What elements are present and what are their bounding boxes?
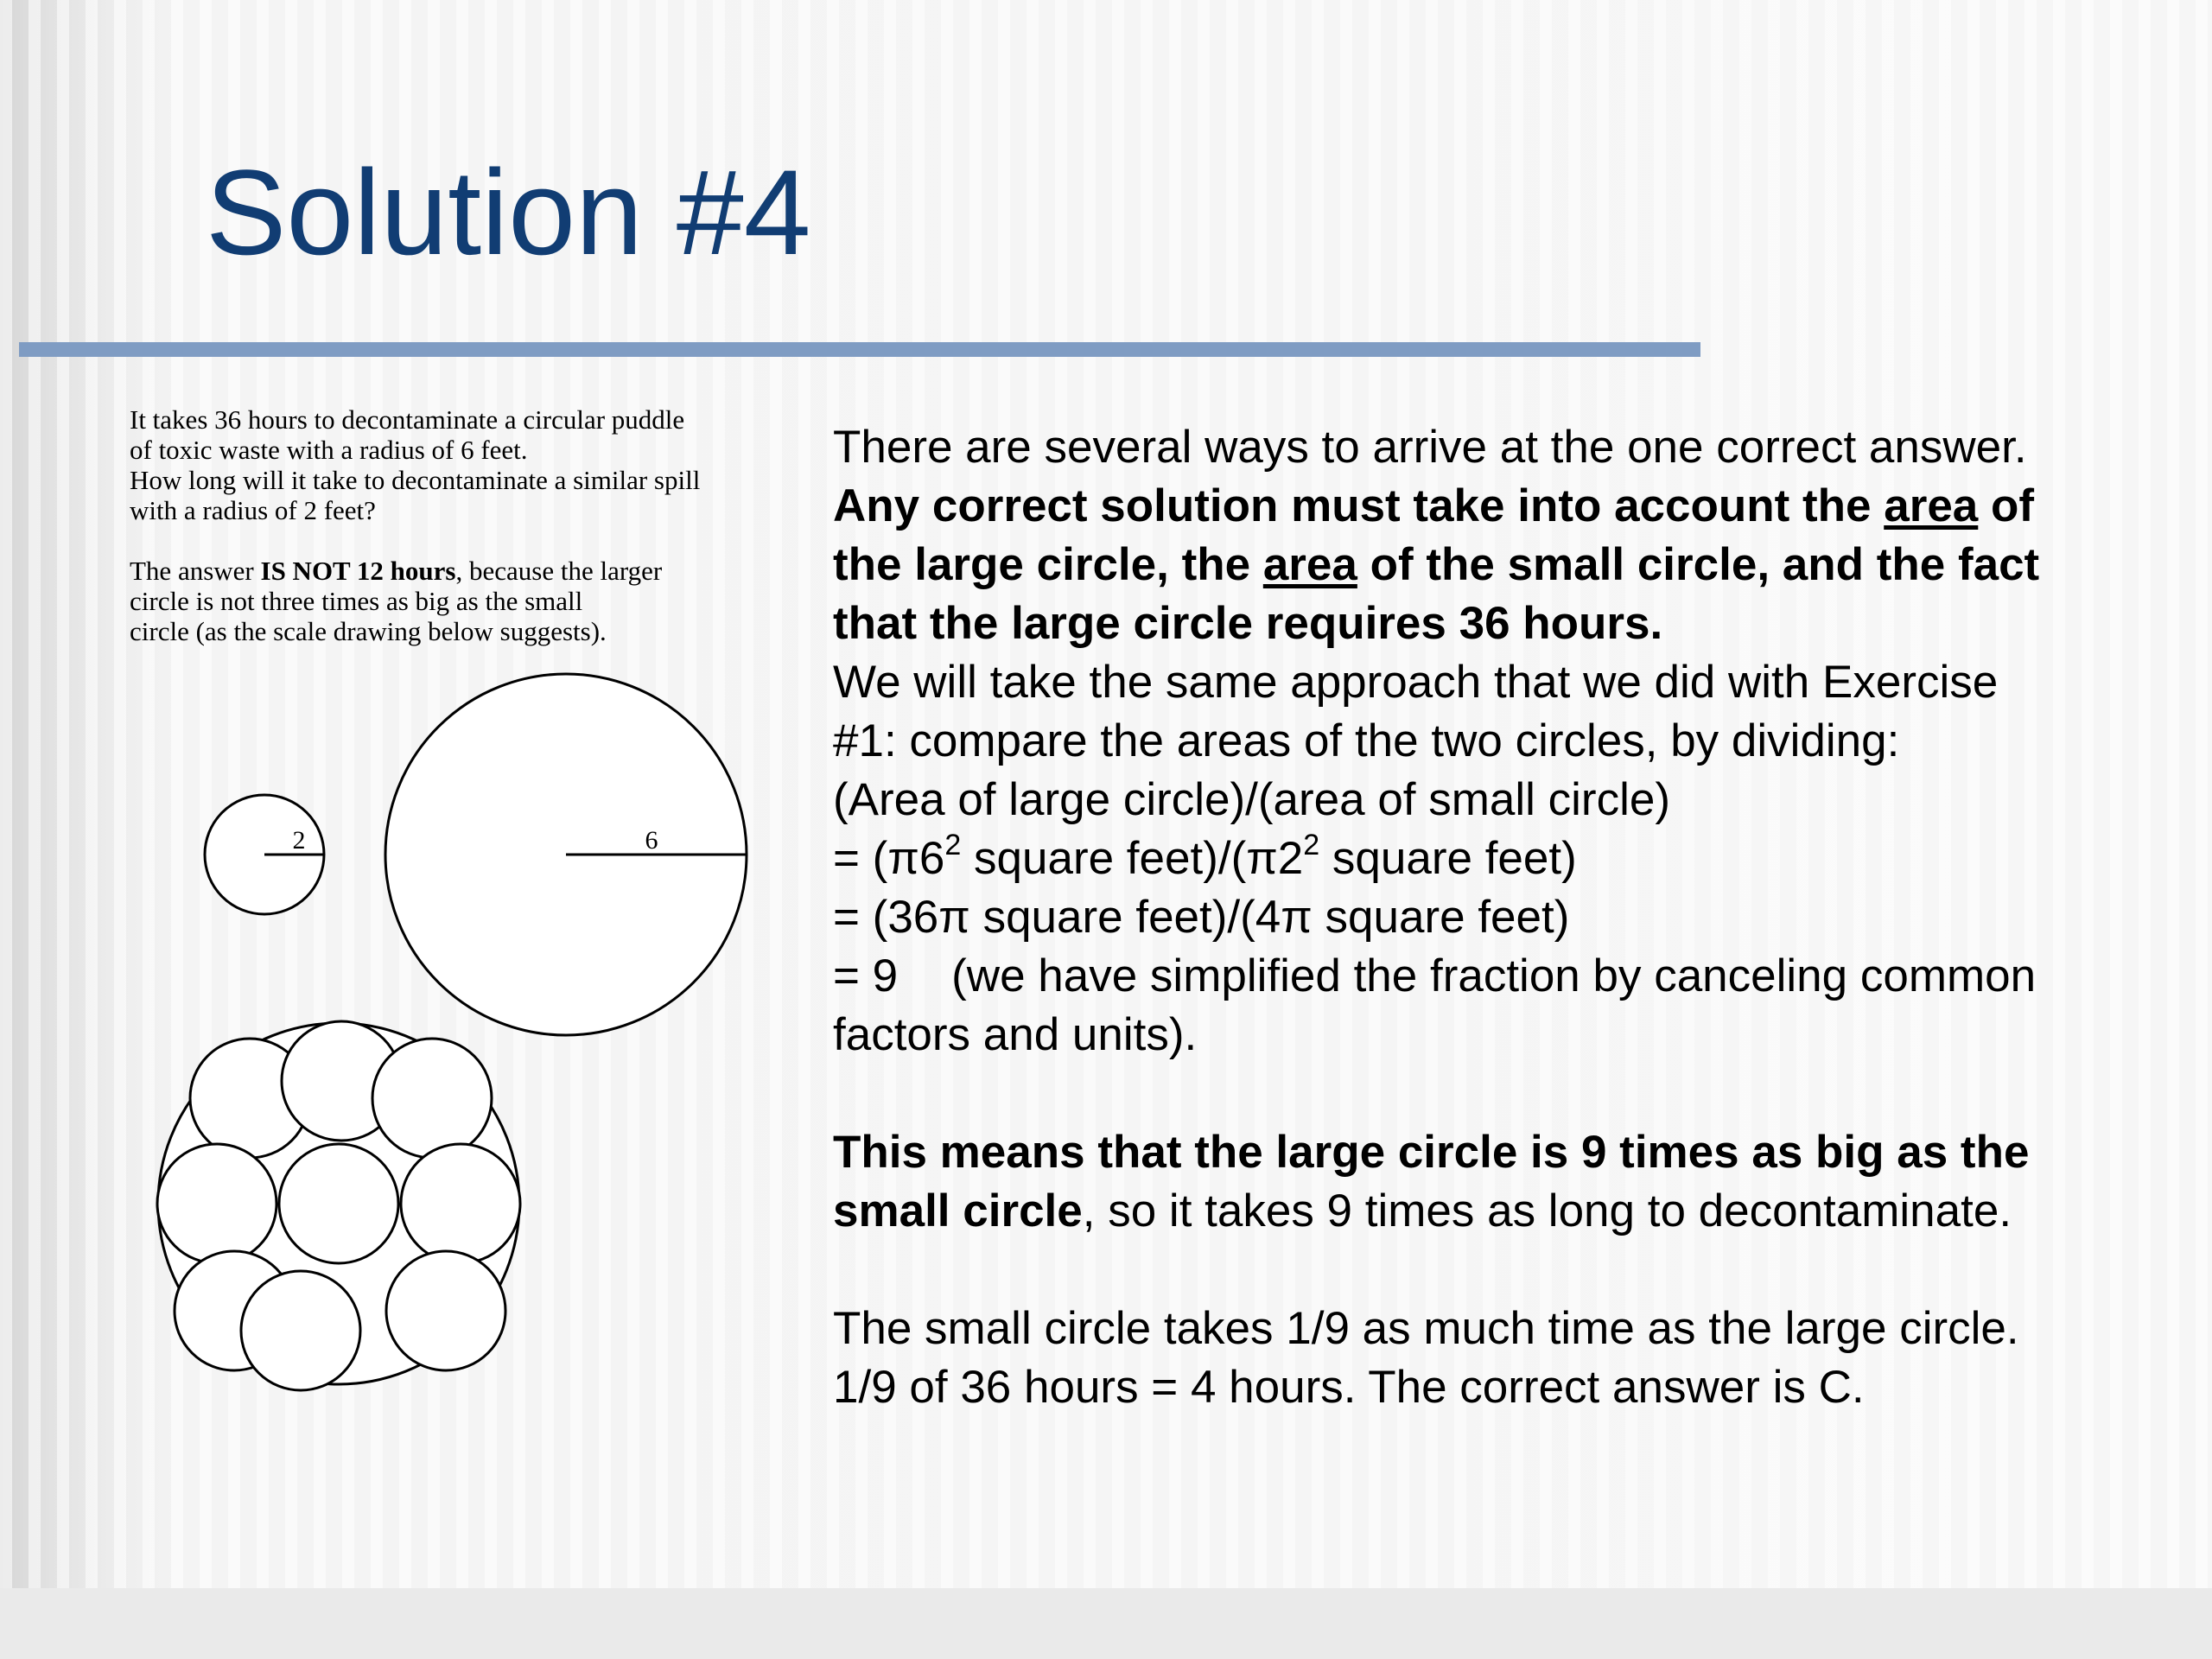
slide-title: Solution #4: [206, 144, 811, 280]
calc-step: = (36π square feet)/(4π square feet): [833, 892, 1570, 943]
small-radius-label: 2: [292, 826, 306, 855]
tiled-small-circle: [386, 1251, 505, 1370]
problem-line: circle (as the scale drawing below suggests).: [130, 616, 607, 646]
solution-text: [833, 418, 2164, 1417]
tiled-small-circle: [241, 1271, 360, 1390]
key-point-text: that the large circle requires 36 hours.: [833, 598, 1663, 649]
key-point-line: [833, 536, 2164, 594]
answer-prefix: The answer: [130, 556, 261, 586]
approach-line: #1: compare the areas of the two circles, by dividing:: [833, 715, 1900, 766]
area-emphasis: area: [1884, 480, 1979, 531]
area-emphasis: area: [1262, 539, 1357, 590]
calc-step: [833, 947, 2164, 1006]
tiled-small-circle: [401, 1144, 520, 1263]
key-point-text: of: [1978, 480, 2035, 531]
answer-not-12: IS NOT 12 hours: [260, 556, 456, 586]
tiled-small-circle: [157, 1144, 276, 1263]
calc-result: = 9: [833, 950, 899, 1001]
calc-note-continued: factors and units).: [833, 1009, 1198, 1060]
paragraph-gap: [130, 525, 786, 556]
calc-text: square feet): [1319, 833, 1577, 884]
problem-line: with a radius of 2 feet?: [130, 495, 376, 525]
exponent: 2: [1303, 829, 1320, 861]
conclusion-bold: small circle: [833, 1185, 1083, 1236]
large-radius-label: 6: [645, 826, 658, 855]
key-point-line: [833, 477, 2164, 536]
paragraph-gap: [833, 1241, 2164, 1300]
key-point-text: Any correct solution must take into account the: [833, 480, 1885, 531]
answer-suffix: , because the larger: [455, 556, 663, 586]
exponent: 2: [944, 829, 962, 861]
calc-note: (we have simplified the fraction by canceling common: [951, 950, 2037, 1001]
tiled-small-circle: [279, 1144, 398, 1263]
problem-line: circle is not three times as big as the small: [130, 586, 583, 616]
scale-drawing: [138, 657, 769, 1408]
final-answer-line: The small circle takes 1/9 as much time as the large circle.: [833, 1303, 2019, 1354]
calc-text: square feet)/(π2: [961, 833, 1304, 884]
answer-note-line: [130, 556, 786, 586]
final-answer-line: 1/9 of 36 hours = 4 hours. The correct answer is C.: [833, 1362, 1865, 1413]
problem-line: How long will it take to decontaminate a similar spill: [130, 465, 701, 495]
title-divider: [19, 342, 1700, 357]
solution-intro: There are several ways to arrive at the one correct answer.: [833, 422, 2027, 473]
conclusion-bold: This means that the large circle is 9 times as big as the: [833, 1127, 2030, 1178]
conclusion-line: [833, 1182, 2164, 1241]
approach-line: We will take the same approach that we did with Exercise: [833, 657, 1999, 708]
problem-line: It takes 36 hours to decontaminate a circular puddle: [130, 404, 685, 435]
calc-step: [833, 830, 2164, 888]
key-point-line: [833, 594, 2164, 653]
key-point-text: of the small circle, and the fact: [1357, 539, 2040, 590]
slide-bottom-band: [0, 1588, 2212, 1659]
problem-line: of toxic waste with a radius of 6 feet.: [130, 435, 528, 465]
problem-statement: [130, 404, 786, 646]
area-ratio: (Area of large circle)/(area of small circle): [833, 774, 1670, 825]
conclusion-text: , so it takes 9 times as long to decontaminate.: [1082, 1185, 2012, 1236]
key-point-text: the large circle, the: [833, 539, 1263, 590]
paragraph-gap: [833, 1065, 2164, 1123]
conclusion-line: [833, 1123, 2164, 1182]
calc-text: = (π6: [833, 833, 945, 884]
tiled-small-circle: [372, 1039, 492, 1158]
